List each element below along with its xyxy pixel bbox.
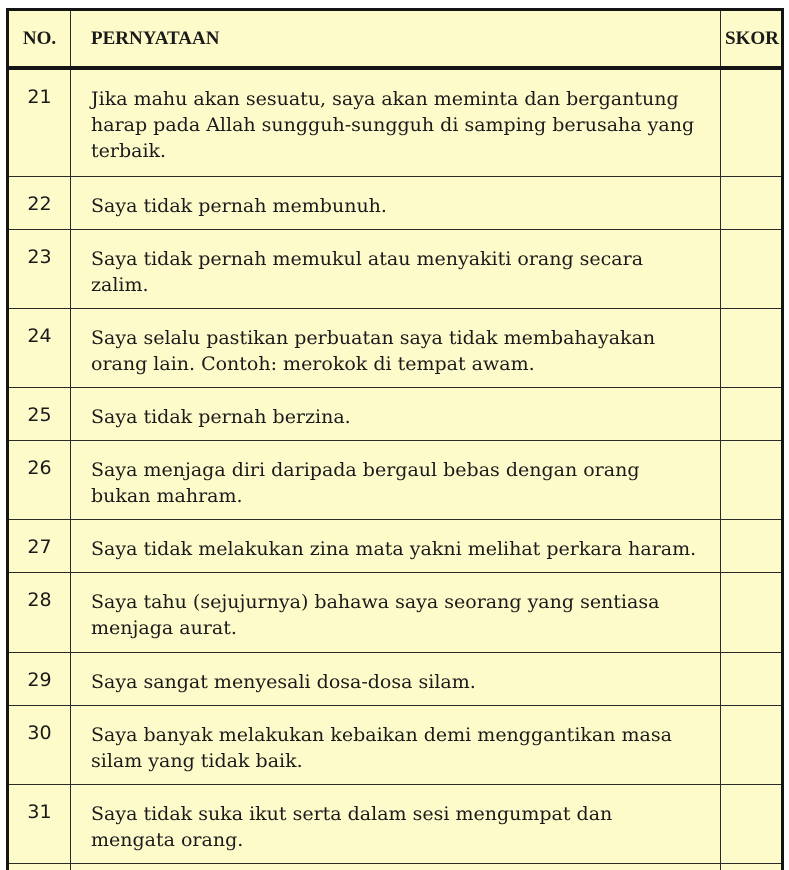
score-cell[interactable] xyxy=(721,573,783,653)
table-row xyxy=(8,388,783,441)
row-number: 21 xyxy=(8,68,71,177)
row-number: 30 xyxy=(8,706,71,785)
table-row xyxy=(8,68,783,177)
row-statement: Saya tidak pernah berzina. xyxy=(71,388,721,441)
table-row xyxy=(8,706,783,785)
row-statement: Jika mahu akan sesuatu, saya akan meminta dan bergantung harap pada Allah sungguh-sungguh di samping berusaha yang terbaik. xyxy=(71,68,721,177)
table-row xyxy=(8,309,783,388)
score-cell[interactable] xyxy=(721,706,783,785)
row-statement: Saya menjaga diri daripada bergaul bebas dengan orang bukan mahram. xyxy=(71,441,721,520)
header-statement: PERNYATAAN xyxy=(71,10,721,69)
row-number: 23 xyxy=(8,230,71,309)
table-row xyxy=(8,441,783,520)
table-row xyxy=(8,573,783,653)
row-number: 22 xyxy=(8,177,71,230)
score-cell[interactable] xyxy=(721,177,783,230)
row-statement: Saya tidak suka ikut serta dalam sesi mengumpat dan mengata orang. xyxy=(71,785,721,864)
score-cell[interactable] xyxy=(721,388,783,441)
row-statement: Saya tidak pernah memukul atau menyakiti orang secara zalim. xyxy=(71,230,721,309)
table-row-partial xyxy=(8,864,783,870)
row-number: 26 xyxy=(8,441,71,520)
table-row xyxy=(8,177,783,230)
row-number-empty xyxy=(8,864,71,870)
table-row xyxy=(8,653,783,706)
score-cell[interactable] xyxy=(721,309,783,388)
table-row xyxy=(8,785,783,864)
header-no: NO. xyxy=(8,10,71,69)
row-number: 25 xyxy=(8,388,71,441)
row-number: 29 xyxy=(8,653,71,706)
score-cell[interactable] xyxy=(721,441,783,520)
score-cell[interactable] xyxy=(721,520,783,573)
score-cell[interactable] xyxy=(721,230,783,309)
row-number: 24 xyxy=(8,309,71,388)
row-statement: Saya selalu pastikan perbuatan saya tidak membahayakan orang lain. Contoh: merokok di tempat awam. xyxy=(71,309,721,388)
row-statement: Saya tidak melakukan zina mata yakni melihat perkara haram. xyxy=(71,520,721,573)
row-statement-empty xyxy=(71,864,721,870)
row-statement: Saya tidak pernah membunuh. xyxy=(71,177,721,230)
table-row xyxy=(8,230,783,309)
row-number: 31 xyxy=(8,785,71,864)
row-number: 28 xyxy=(8,573,71,653)
score-cell[interactable] xyxy=(721,68,783,177)
header-score: SKOR xyxy=(721,10,783,69)
survey-table xyxy=(6,8,784,870)
score-cell[interactable] xyxy=(721,785,783,864)
row-statement: Saya banyak melakukan kebaikan demi menggantikan masa silam yang tidak baik. xyxy=(71,706,721,785)
score-cell[interactable] xyxy=(721,653,783,706)
row-statement: Saya tahu (sejujurnya) bahawa saya seorang yang sentiasa menjaga aurat. xyxy=(71,573,721,653)
row-number: 27 xyxy=(8,520,71,573)
header-row xyxy=(8,10,783,69)
table-row xyxy=(8,520,783,573)
score-cell-empty[interactable] xyxy=(721,864,783,870)
row-statement: Saya sangat menyesali dosa-dosa silam. xyxy=(71,653,721,706)
